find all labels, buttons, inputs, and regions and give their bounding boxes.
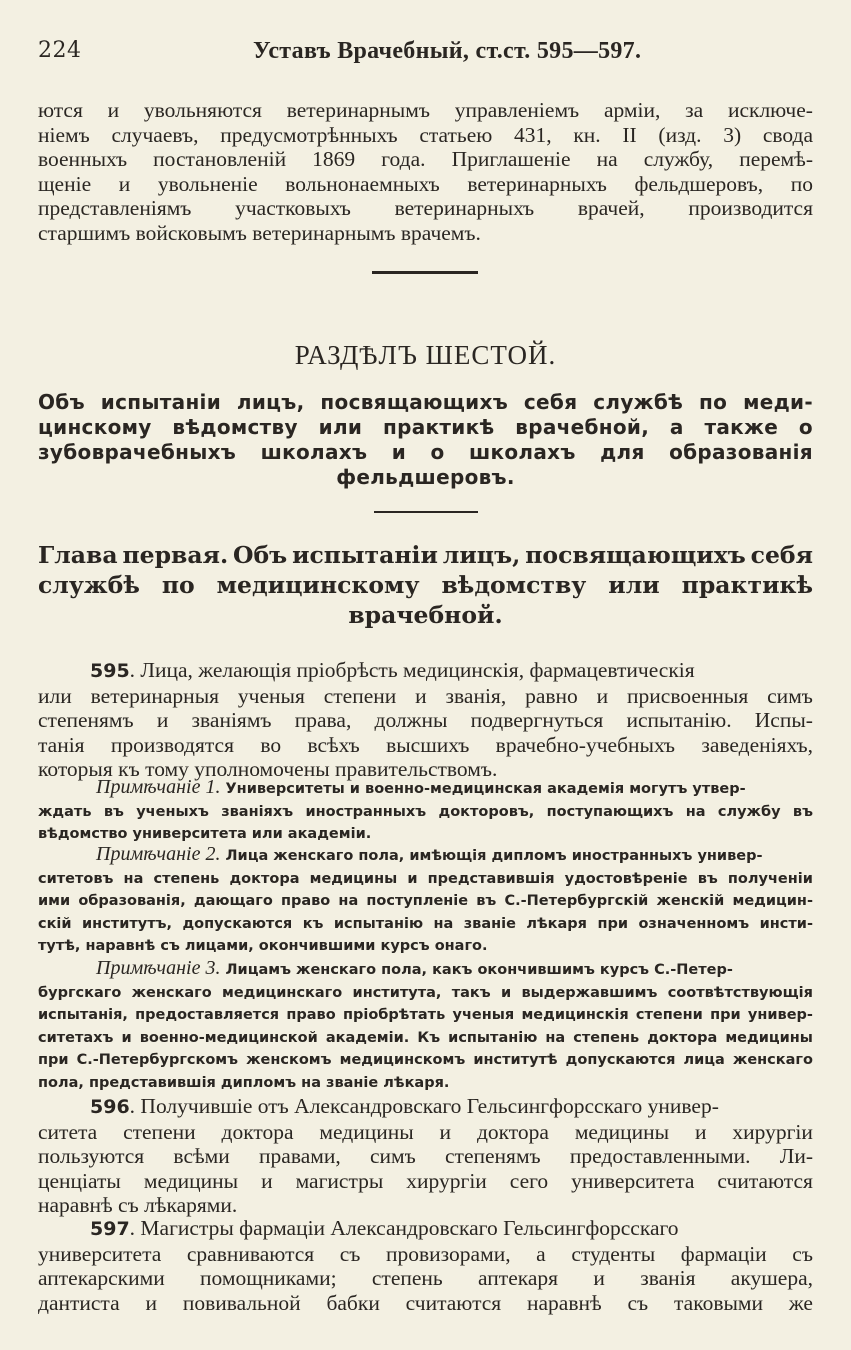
word: лѣкаря xyxy=(526,915,587,932)
word: степени xyxy=(635,1007,703,1023)
section-title: РАЗДѢЛЪ ШЕСТОЙ. xyxy=(294,340,557,370)
word: степенямъ xyxy=(38,708,134,733)
word: или xyxy=(318,415,363,439)
word: Приглашеніе xyxy=(451,147,571,172)
text-line xyxy=(38,1094,813,1120)
word: поступающихъ xyxy=(546,803,674,820)
word: о xyxy=(798,415,813,439)
word: доктора xyxy=(221,1119,294,1144)
word: при xyxy=(38,1052,69,1068)
word: испытаніи xyxy=(100,390,222,414)
word: военно-медицинской xyxy=(139,1029,318,1046)
word: врачебно-учебныхъ xyxy=(495,732,676,757)
word: а xyxy=(536,1241,546,1266)
word: Къ xyxy=(417,1029,441,1046)
word: испытаніи xyxy=(292,541,438,569)
word: случаевъ, xyxy=(111,122,199,147)
word: поступленіе xyxy=(366,893,469,909)
word: провизорами, xyxy=(386,1241,511,1266)
word: и xyxy=(145,1290,157,1315)
word: свода xyxy=(762,122,813,147)
text-line xyxy=(38,1169,813,1194)
word: на xyxy=(433,915,454,932)
article-596 xyxy=(38,1094,813,1218)
word: степени xyxy=(323,683,397,708)
word: академіи. xyxy=(325,1029,410,1046)
word: постановленій xyxy=(153,147,287,172)
word: допускаются xyxy=(182,915,293,932)
word: года. xyxy=(381,147,426,172)
text-line xyxy=(38,1120,813,1145)
word: сравниваются xyxy=(186,1241,315,1266)
word: предусмотрѣнныхъ xyxy=(220,122,398,147)
text-line xyxy=(38,1216,813,1242)
word: (изд. xyxy=(658,122,702,147)
note-line xyxy=(38,1027,813,1050)
note-line xyxy=(38,913,813,936)
word: пріобрѣтать xyxy=(342,1007,446,1023)
word: доктора xyxy=(229,870,300,887)
word: цинскому xyxy=(38,415,152,439)
word: ждать xyxy=(38,803,92,820)
word: статьею xyxy=(419,122,493,147)
word: 1869 xyxy=(312,147,356,172)
word: ученыхъ xyxy=(136,803,209,820)
word: или xyxy=(608,571,660,599)
chapter-line xyxy=(38,570,813,600)
word: и xyxy=(500,984,512,1001)
word: званіяхъ xyxy=(221,803,294,820)
note-line: вѣдомство университета или академіи. xyxy=(38,826,372,842)
word: школахъ xyxy=(468,440,576,464)
word: въ xyxy=(476,893,497,909)
article-595 xyxy=(38,658,813,782)
word: практикѣ xyxy=(681,571,813,599)
word: степень xyxy=(371,1266,443,1291)
word: удостовѣреніе xyxy=(564,870,688,887)
word: докторовъ, xyxy=(438,803,535,820)
word: себя xyxy=(750,541,813,569)
text-line xyxy=(38,147,813,172)
note-line xyxy=(38,1004,813,1027)
word: С.-Петербургскій xyxy=(504,893,649,909)
word: фельдшеровъ, xyxy=(634,171,764,196)
word: женскаго xyxy=(732,1052,813,1068)
word: по xyxy=(161,571,195,599)
word: испытанію xyxy=(333,915,424,932)
word: 3) xyxy=(723,122,742,147)
word: службу, xyxy=(643,147,714,172)
divider-rule xyxy=(372,271,478,274)
section-subtitle xyxy=(38,390,813,490)
word: Ли- xyxy=(779,1144,813,1169)
word: представившія xyxy=(427,870,555,887)
word: медицины xyxy=(725,1029,813,1046)
word: Глава xyxy=(38,541,118,569)
word: универ- xyxy=(747,1007,813,1023)
word: первая. xyxy=(122,541,229,569)
word: перемѣ- xyxy=(739,147,813,172)
word: на xyxy=(123,870,144,887)
note-lead: Примѣчаніе 3. xyxy=(96,957,221,979)
word: званія, xyxy=(445,683,507,708)
text-fragment: Лица женскаго пола, имѣющія дипломъ иностранныхъ универ- xyxy=(220,848,763,864)
word: въ xyxy=(697,870,718,887)
word: вольнонаемныхъ xyxy=(285,171,440,196)
word: лицъ, xyxy=(236,390,305,414)
word: званіе xyxy=(463,915,516,932)
text-fragment: . Магистры фармаціи Александровскаго Гельсингфорсскаго xyxy=(129,1216,679,1240)
word: къ xyxy=(302,915,324,932)
word: медицинскаго xyxy=(221,984,343,1001)
word: посвящающихъ xyxy=(320,390,509,414)
word: институтѣ xyxy=(473,1052,558,1068)
running-head xyxy=(38,38,813,68)
word: практикѣ xyxy=(382,415,495,439)
word: бабки xyxy=(326,1290,380,1315)
word: Объ xyxy=(233,541,288,569)
word: на xyxy=(545,1029,566,1046)
word: же xyxy=(788,1290,813,1315)
word: и xyxy=(593,1266,605,1291)
note-lead: Примѣчаніе 2. xyxy=(96,843,221,865)
word: права, xyxy=(294,708,352,733)
word: доктора xyxy=(647,1029,718,1046)
word: ситетахъ xyxy=(38,1029,114,1046)
word: на xyxy=(685,803,706,820)
text-fragment: . Лица, желающія пріобрѣсть медицинскія, фармацевтическія xyxy=(129,658,695,682)
word: ценціаты xyxy=(38,1168,121,1193)
word: хирургіи xyxy=(406,1168,487,1193)
note-line xyxy=(38,801,813,824)
text-line xyxy=(38,733,813,758)
word: и xyxy=(156,708,169,733)
text-line xyxy=(38,708,813,733)
page-number: 224 xyxy=(38,38,82,63)
word: щеніе xyxy=(38,171,92,196)
divider-rule xyxy=(374,511,478,513)
word: ситета xyxy=(38,1119,98,1144)
intro-paragraph xyxy=(38,98,813,246)
word: ученыя xyxy=(452,1007,515,1023)
subtitle-line: фельдшеровъ. xyxy=(336,465,515,489)
word: о xyxy=(430,440,445,464)
word: медицинскомъ xyxy=(339,1052,466,1068)
word: и xyxy=(261,1168,273,1193)
word: Объ xyxy=(38,390,85,414)
word: всѣхъ xyxy=(307,732,360,757)
word: бургскаго xyxy=(38,984,122,1001)
word: предоставляется xyxy=(135,1007,280,1023)
word: производится xyxy=(688,196,813,221)
word: увольняются xyxy=(143,98,262,122)
note-1 xyxy=(38,776,813,846)
word: образованія, xyxy=(78,893,186,909)
word: медицины xyxy=(143,1168,239,1193)
text-line xyxy=(38,1291,813,1316)
word: и xyxy=(391,440,407,464)
word: университета xyxy=(38,1241,162,1266)
word: при xyxy=(597,915,628,932)
article-597 xyxy=(38,1216,813,1315)
word: зубоврачебныхъ xyxy=(38,440,237,464)
word: военныхъ xyxy=(38,147,128,172)
word: службу xyxy=(717,803,781,820)
word: ситетовъ xyxy=(38,870,114,887)
word: кн. xyxy=(573,122,601,147)
word: врачебной, xyxy=(515,415,650,439)
word: посвящающихъ xyxy=(525,541,746,569)
word: для xyxy=(600,440,645,464)
word: и xyxy=(121,1029,132,1046)
word: 431, xyxy=(514,122,552,147)
text-line xyxy=(38,196,813,221)
word: и xyxy=(107,98,120,122)
note-2 xyxy=(38,843,813,958)
word: магистры xyxy=(295,1168,384,1193)
word: С.-Петербургскомъ xyxy=(76,1052,239,1068)
word: съ xyxy=(627,1290,649,1315)
word: испытанія, xyxy=(38,1007,128,1023)
word: женскомъ xyxy=(246,1052,332,1068)
word: ветеринарныя xyxy=(90,683,220,708)
word: всѣми xyxy=(173,1144,230,1169)
word: въ xyxy=(792,803,813,820)
word: наравнѣ xyxy=(527,1290,602,1315)
word: медицины xyxy=(574,1119,670,1144)
word: исключе- xyxy=(727,98,813,122)
word: степень xyxy=(573,1029,640,1046)
text-fragment: Университеты и военно-медицинская академія могутъ утвер- xyxy=(220,781,746,797)
word: аптекаря xyxy=(478,1266,559,1291)
word: представленіямъ xyxy=(38,196,192,221)
note-line xyxy=(38,868,813,891)
word: степень xyxy=(153,870,220,887)
word: ими xyxy=(38,893,71,909)
word: себя xyxy=(523,390,578,414)
note-line xyxy=(38,982,813,1005)
word: дающаго xyxy=(193,893,273,909)
word: присвоенныя xyxy=(627,683,749,708)
word: медицинскому xyxy=(216,571,420,599)
word: скій xyxy=(38,915,72,932)
note-line: пола, представившія дипломъ на званіе лѣкаря. xyxy=(38,1074,450,1091)
word: женскій xyxy=(656,893,725,909)
word: лица xyxy=(683,1052,725,1068)
note-3 xyxy=(38,957,813,1094)
word: управленіемъ xyxy=(454,98,580,122)
word: и xyxy=(407,870,418,887)
chapter-title xyxy=(38,540,813,630)
word: и xyxy=(596,683,609,708)
word: производятся xyxy=(110,732,234,757)
word: соотвѣтствующія xyxy=(667,984,813,1001)
word: фармаціи xyxy=(680,1241,767,1266)
text-fragment: . Получившіе отъ Александровскаго Гельсингфорсскаго универ- xyxy=(129,1094,719,1118)
word: иностранныхъ xyxy=(305,803,427,820)
word: допускаются xyxy=(565,1052,676,1068)
word: женскаго xyxy=(131,984,212,1001)
text-line xyxy=(38,1266,813,1291)
word: танія xyxy=(38,732,85,757)
text-line xyxy=(38,1242,813,1267)
word: ученыя xyxy=(237,683,305,708)
note-line: тутѣ, наравнѣ съ лицами, окончившими курсъ онаго. xyxy=(38,938,488,954)
word: лицъ, xyxy=(442,541,521,569)
word: при xyxy=(710,1007,741,1023)
text-line xyxy=(38,658,813,684)
word: полученіи xyxy=(727,870,813,887)
word: школахъ xyxy=(260,440,368,464)
word: выдержавшимъ xyxy=(521,984,658,1001)
note-line xyxy=(38,890,813,913)
text-line xyxy=(38,684,813,709)
word: и xyxy=(118,171,131,196)
word: университета xyxy=(571,1168,695,1193)
note-line xyxy=(38,843,813,868)
word: симъ xyxy=(767,683,813,708)
word: подвергнуться xyxy=(470,708,604,733)
word: означенномъ xyxy=(638,915,750,932)
word: участковыхъ xyxy=(235,196,351,221)
word: студенты xyxy=(571,1241,656,1266)
word: предоставленными. xyxy=(569,1144,751,1169)
text-fragment: Лицамъ женскаго пола, какъ окончившимъ курсъ С.-Петер- xyxy=(220,962,733,978)
text-line: наравнѣ съ лѣкарями. xyxy=(38,1193,238,1218)
word: степенямъ xyxy=(445,1144,541,1169)
word: вѣдомству xyxy=(172,415,298,439)
word: ются xyxy=(38,98,83,122)
word: вѣдомству xyxy=(441,571,587,599)
word: степени xyxy=(123,1119,196,1144)
chapter-line: врачебной. xyxy=(348,601,503,629)
word: ніемъ xyxy=(38,122,90,147)
note-lead: Примѣчаніе 1. xyxy=(96,776,221,798)
running-title: Уставъ Врачебный, ст.ст. 595—597. xyxy=(253,38,642,64)
word: института, xyxy=(352,984,442,1001)
word: по xyxy=(790,171,813,196)
word: дантиста xyxy=(38,1290,120,1315)
word: службѣ xyxy=(593,390,684,414)
word: хирургіи xyxy=(732,1119,813,1144)
word: медицины xyxy=(319,1119,414,1144)
word: помощниками; xyxy=(200,1266,337,1291)
word: медицины xyxy=(309,870,398,887)
article-number: 597 xyxy=(90,1218,130,1240)
word: сего xyxy=(509,1168,549,1193)
word: высшихъ xyxy=(386,732,470,757)
word: а xyxy=(669,415,684,439)
word: за xyxy=(685,98,704,122)
text-line: старшимъ войсковымъ ветеринарнымъ врачемъ. xyxy=(38,220,481,245)
word: испытанію. xyxy=(626,708,732,733)
word: право xyxy=(280,893,331,909)
article-number: 596 xyxy=(90,1096,130,1118)
word: II xyxy=(622,122,637,147)
word: считаются xyxy=(405,1290,502,1315)
word: ветеринарнымъ xyxy=(286,98,430,122)
word: ветеринарныхъ xyxy=(394,196,535,221)
word: меди- xyxy=(743,390,813,414)
text-line xyxy=(38,98,813,123)
word: медицин- xyxy=(732,893,813,909)
word: аптекарскими xyxy=(38,1266,165,1291)
subtitle-line xyxy=(38,390,813,415)
word: арміи, xyxy=(603,98,661,122)
text-line: которыя къ тому уполномочены правительствомъ. xyxy=(38,757,498,782)
word: съ xyxy=(792,1241,813,1266)
word: на xyxy=(338,893,359,909)
subtitle-line xyxy=(38,415,813,440)
word: институтъ, xyxy=(82,915,173,932)
word: доктора xyxy=(476,1119,549,1144)
text-line xyxy=(38,123,813,148)
note-line xyxy=(38,957,813,982)
word: въ xyxy=(103,803,124,820)
word: врачей, xyxy=(577,196,645,221)
word: или xyxy=(38,683,72,708)
subtitle-line xyxy=(38,440,813,465)
text-line xyxy=(38,172,813,197)
word: заведеніяхъ, xyxy=(701,732,813,757)
word: званіямъ xyxy=(191,708,272,733)
word: и xyxy=(439,1119,452,1144)
word: такъ xyxy=(451,984,491,1001)
word: по xyxy=(699,390,728,414)
word: должны xyxy=(374,708,448,733)
text-line xyxy=(38,1144,813,1169)
word: инсти- xyxy=(759,915,813,932)
chapter-line xyxy=(38,540,813,570)
word: медицинскія xyxy=(521,1007,629,1023)
word: увольненіе xyxy=(157,171,258,196)
note-line xyxy=(38,776,813,801)
word: Испы- xyxy=(754,708,813,733)
word: службѣ xyxy=(38,571,140,599)
word: правами, xyxy=(259,1144,341,1169)
article-number: 595 xyxy=(90,660,130,682)
word: равно xyxy=(525,683,578,708)
word: таковыми xyxy=(674,1290,764,1315)
word: и xyxy=(415,683,427,708)
word: образованія xyxy=(669,440,813,464)
word: на xyxy=(596,147,618,172)
word: званія xyxy=(640,1266,696,1291)
word: испытанію xyxy=(448,1029,538,1046)
word: также xyxy=(704,415,779,439)
word: право xyxy=(286,1007,336,1023)
note-line xyxy=(38,1049,813,1072)
word: и xyxy=(694,1119,707,1144)
word: симъ xyxy=(369,1144,416,1169)
word: считаются xyxy=(717,1168,813,1193)
word: пользуются xyxy=(38,1144,145,1169)
word: ветеринарныхъ xyxy=(467,171,607,196)
word: акушера, xyxy=(730,1266,813,1291)
word: во xyxy=(260,732,282,757)
word: съ xyxy=(339,1241,361,1266)
word: повивальной xyxy=(182,1290,301,1315)
